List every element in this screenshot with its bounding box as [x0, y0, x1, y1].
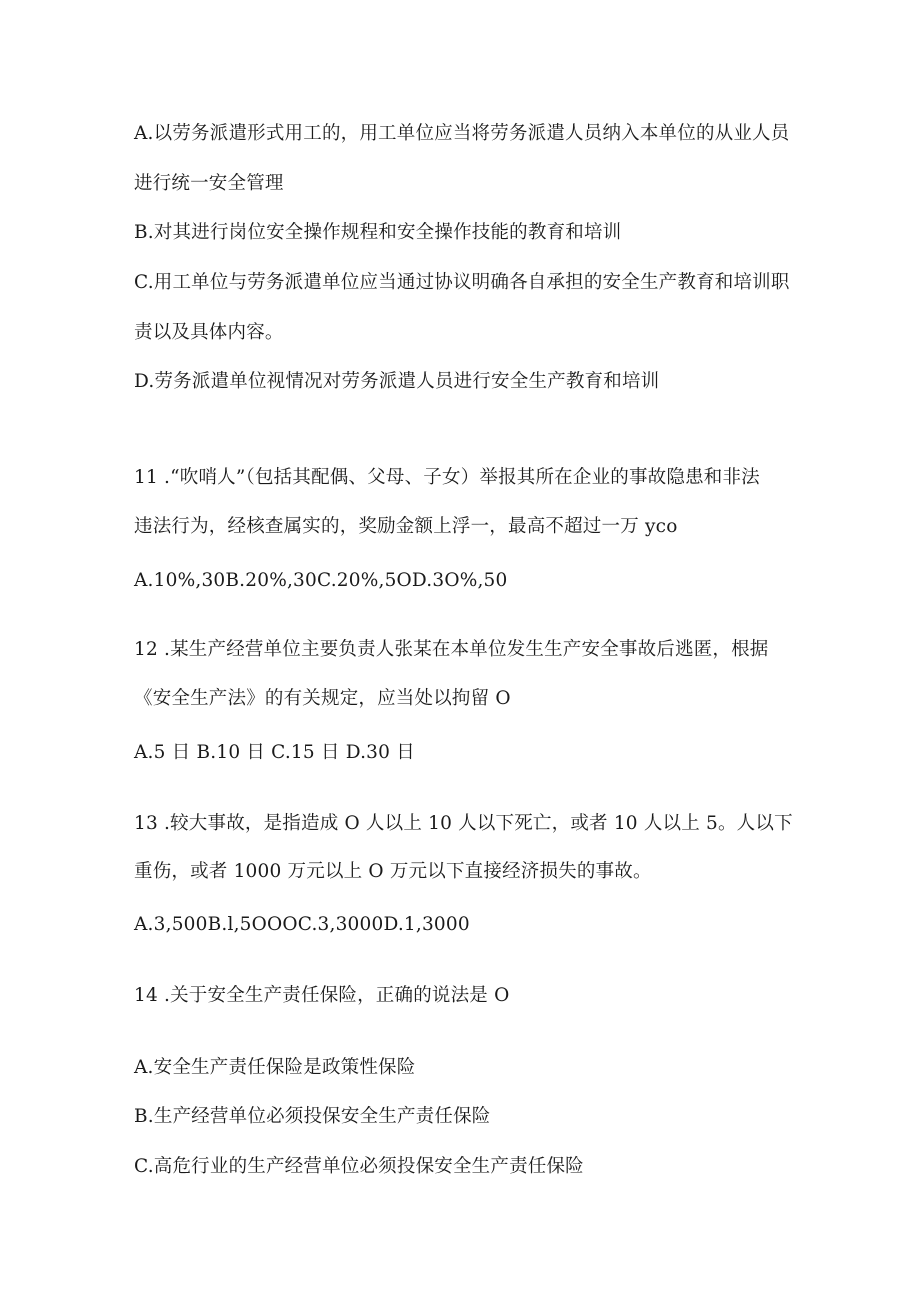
q10-option-c-line-1: C.用工单位与劳务派遣单位应当通过协议明确各自承担的安全生产教育和培训职 — [134, 272, 790, 293]
question-12-line-2: 《安全生产法》的有关规定，应当处以拘留 O — [134, 688, 511, 709]
q10-option-a-line-1: A.以劳务派遣形式用工的，用工单位应当将劳务派遣人员纳入本单位的从业人员 — [134, 123, 790, 144]
q14-option-b: B.生产经营单位必须投保安全生产责任保险 — [134, 1106, 491, 1127]
question-13-line-2: 重伤，或者 1000 万元以上 O 万元以下直接经济损失的事故。 — [134, 861, 652, 882]
question-12-options: A.5 日 B.10 日 C.15 日 D.30 日 — [134, 742, 415, 763]
question-11-options: A.10%,30B.20%,30C.20%,5OD.3O%,50 — [134, 570, 508, 591]
q10-option-c-line-2: 责以及具体内容。 — [134, 322, 284, 343]
q10-option-d: D.劳务派遣单位视情况对劳务派遣人员进行安全生产教育和培训 — [134, 371, 660, 392]
q10-option-b: B.对其进行岗位安全操作规程和安全操作技能的教育和培训 — [134, 222, 622, 243]
question-13-options: A.3,500B.l,5OOOC.3,3000D.1,3000 — [134, 914, 470, 935]
question-11-line-1: 11 .“吹哨人”（包括其配偶、父母、子女）举报其所在企业的事故隐患和非法 — [134, 467, 760, 488]
question-13-line-1: 13 .较大事故，是指造成 O 人以上 10 人以下死亡，或者 10 人以上 5。人以下 — [134, 813, 793, 834]
question-11-line-2: 违法行为，经核查属实的，奖励金额上浮一，最高不超过一万 yco — [134, 516, 678, 537]
q14-option-c: C.高危行业的生产经营单位必须投保安全生产责任保险 — [134, 1156, 584, 1177]
q10-option-a-line-2: 进行统一安全管理 — [134, 173, 284, 194]
question-14-stem: 14 .关于安全生产责任保险，正确的说法是 O — [134, 985, 510, 1006]
question-12-line-1: 12 .某生产经营单位主要负责人张某在本单位发生生产安全事故后逃匿，根据 — [134, 639, 769, 660]
q14-option-a: A.安全生产责任保险是政策性保险 — [134, 1057, 416, 1078]
